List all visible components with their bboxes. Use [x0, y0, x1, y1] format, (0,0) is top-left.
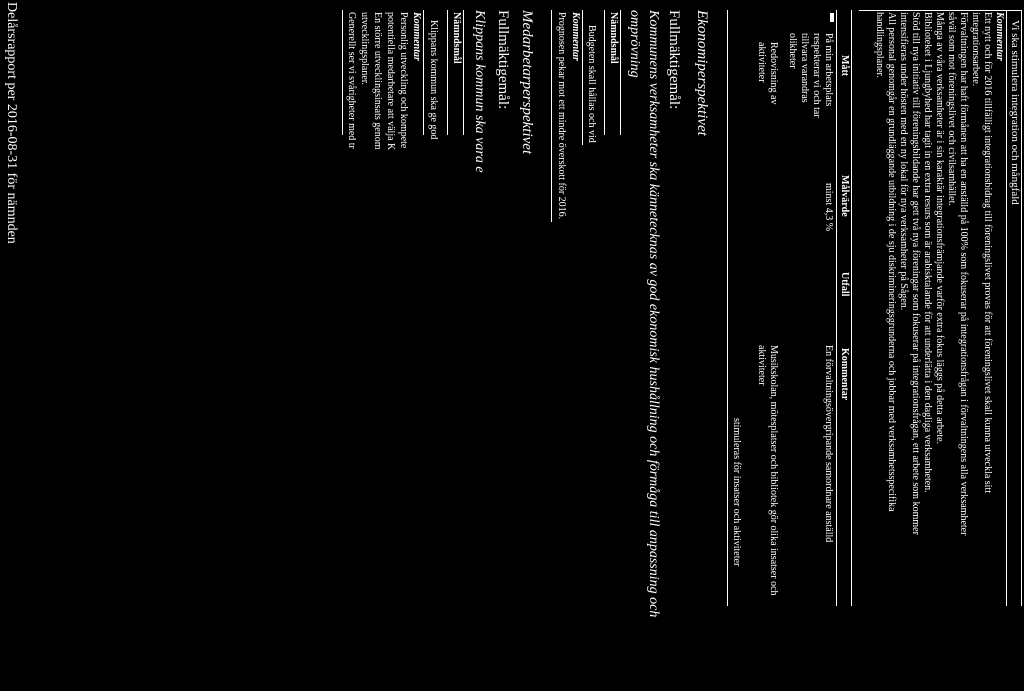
measure-row-kommentar: En förvaltningsövergripande samordnare anställd [823, 345, 834, 543]
staff-box-bottom [342, 10, 343, 135]
top-box-line: Många av våra verksamheter är i sin karaktär integrationsfrämjande varför extra fokus läggs på detta arbete. [934, 12, 945, 445]
staff-namndmal-text: Klippans kommun ska ge god [428, 20, 439, 140]
staff-comment-line: Generellt ser vi svårigheter med tr [346, 12, 357, 149]
top-box-line: handlingsplaner. [874, 12, 885, 78]
measure-row-kommentar: aktiviteter [756, 345, 767, 386]
measure-row-matt: På min arbetsplats [823, 33, 834, 107]
economy-box-bottom [551, 10, 552, 222]
top-box-title: Vi ska stimulera integration och mångfald [1009, 20, 1021, 205]
staff-comment-line: Personlig utveckling och kompete [398, 12, 409, 149]
top-box-line: Ett nytt och för 2016 tillfälligt integrationsbidrag till föreningslivet provas för att föreningslivet skall kunna utveckla sitt [982, 12, 993, 494]
measure-row-kommentar: stimuleras för insatser och aktiviteter [731, 418, 742, 567]
measure-table-header-divider [836, 10, 837, 606]
measure-row-matt: tillvara varandras [799, 33, 810, 103]
staff-namndmal-label: Nämndsmål [451, 12, 462, 64]
top-box-divider [1006, 10, 1007, 606]
measure-row-matt: Redovisning av [768, 42, 779, 105]
economy-box-border [620, 10, 621, 135]
top-box-line: All personal genomgår en grundläggande utbildning i de sju diskrimineringsgrunderna och jobbar med verksamhetsspecifika [886, 12, 897, 512]
economy-namndmal-text: Budgeten skall hållas och vid [586, 25, 597, 143]
page-footer: Delårsrapport per 2016-08-31 för nämnden [4, 2, 19, 244]
measure-header-matt: Mått [839, 55, 850, 77]
economy-goal-text-2: omprövning [627, 10, 642, 78]
staff-comment-label: Kommentar [411, 12, 422, 61]
row-marker [830, 13, 834, 22]
staff-comment-line: utvecklingsplaner. [359, 12, 370, 86]
measure-row-matt: respekterar vi och tar [811, 33, 822, 118]
economy-box-divider [604, 10, 605, 135]
top-box-border-left [859, 10, 1022, 11]
measure-row-malvarde: minst 4,3 % [823, 183, 834, 232]
staff-comment-line: potentiella medarbetare att välja K [385, 12, 396, 151]
staff-goal-label: Fullmäktigemål: [495, 10, 511, 110]
staff-comment-line: En större utvecklingsinsats genom [372, 12, 383, 150]
economy-namndmal-label: Nämndsmål [608, 12, 619, 64]
staff-box-border [463, 10, 464, 135]
measure-row-matt: olikheter [787, 33, 798, 69]
economy-goal-text: Kommunens verksamheter ska kännetecknas av god ekonomisk hushållning och förmåga till anpassning och [646, 10, 661, 618]
measure-header-malvarde: Målvärde [839, 175, 850, 217]
measure-row-kommentar: Musikskolan, mötesplatser och bibliotek gör olika insatser och [768, 345, 779, 596]
measure-row-matt: aktiviteter [756, 42, 767, 83]
top-box-line: Förvaltningen har haft förmånen att ha en anställd på 100% som fokuserar på integrationsfrågan i förvaltningens alla verksamheter [958, 12, 969, 536]
economy-goal-label: Fullmäktigemål: [666, 10, 682, 110]
economy-heading: Ekonomiperspektivet [694, 10, 710, 136]
top-box-line: Stöd till nya initiativ till föreningsbildande har gett två nya föreningar som fokuserar på integrationsfrågan, ett arbete som kommer [910, 12, 921, 535]
economy-comment-text: Prognosen pekar mot ett mindre överskott för 2016. [556, 12, 567, 220]
top-box-line: integrationsarbete. [970, 12, 981, 87]
economy-comment-label: Kommentar [570, 12, 581, 61]
staff-goal-text: Klippans kommun ska vara e [472, 10, 487, 173]
staff-box-divider [423, 10, 424, 135]
top-box-line: såväl som mot föreningslivet och civilsamhället. [946, 12, 957, 206]
measure-table-border [851, 10, 852, 606]
measure-header-kommentar: Kommentar [839, 348, 850, 401]
top-box-line: Biblioteket i Ljungbyhed har tagit in en extra resurs som är arabisktalande för att underlätta i den dagliga verksamheten. [922, 12, 933, 493]
staff-box-divider [447, 10, 448, 135]
top-box-comment-label: Kommentar [994, 12, 1005, 61]
economy-box-divider [582, 10, 583, 145]
measure-table-bottom [727, 10, 728, 606]
top-box-border [1021, 10, 1022, 606]
top-box-line: intensifieras under hösten med en ny lokal för nya verksamheter på Sågen. [898, 12, 909, 311]
staff-heading: Medarbetarperspektivet [519, 10, 535, 155]
measure-header-utfall: Utfall [839, 272, 850, 297]
